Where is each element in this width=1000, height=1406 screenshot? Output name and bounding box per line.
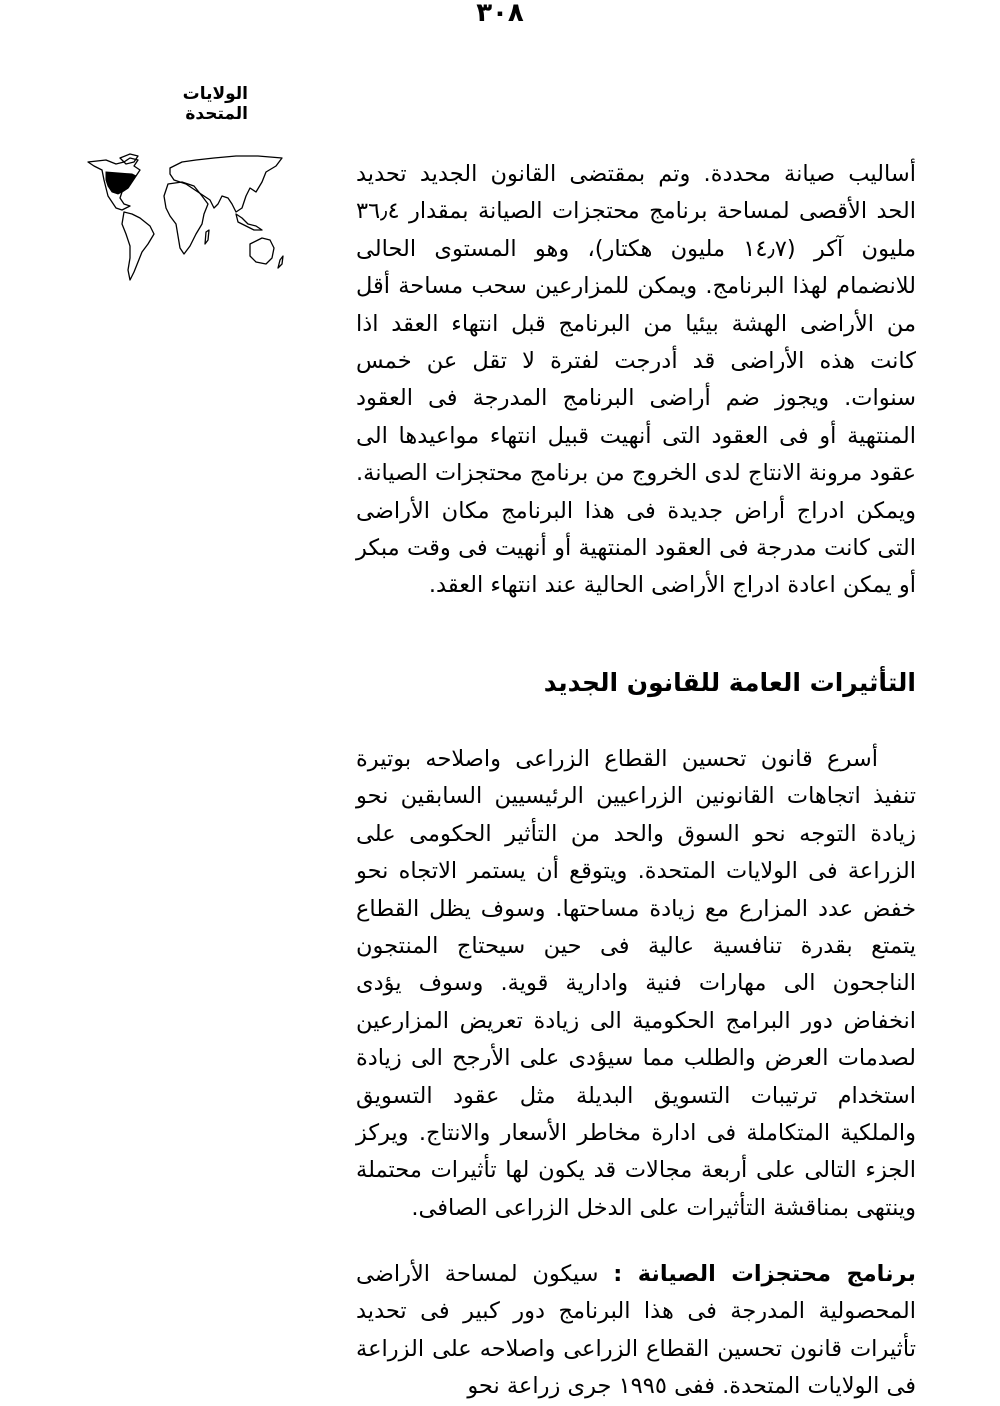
usa-highlight xyxy=(106,172,136,194)
paragraph-3-text: سيكون لمساحة الأراضى المحصولية المدرجة فى هذا البرنامج دور كبير فى تحديد تأثيرات قانون تحسين القطاع الزراعى واصلاحه على الزراعة فى الولايات المتحدة. ففى ١٩٩٥ جرى زراعة نحو xyxy=(356,1261,916,1400)
paragraph-1-text: أساليب صيانة محددة. وتم بمقتضى القانون الجديد تحديد الحد الأقصى لمساحة برنامج محتجزات الصيانة بمقدار ٣٦٫٤ مليون آكر (١٤٫٧ مليون هكتار)، وهو المستوى الحالى للانضمام لهذا البرنامج. ويمكن للمزارعين سحب مساحة أقل من الأراضى الهشة بيئيا من البرنامج قبل انتهاء العقد اذا كانت هذه الأراضى قد أدرجت لفترة لا تقل عن خمس سنوات. ويجوز ضم أراضى البرنامج المدرجة فى العقود المنتهية أو فى العقود التى أنهيت قبيل انتهاء مواعيدها الى عقود مرونة الانتاج لدى الخروج من برنامج محتجزات الصيانة. ويمكن ادراج أراض جديدة فى هذا البرنامج مكان الأراضى التى كانت مدرجة فى العقود المنتهية أو أنهيت فى وقت مبكر أو يمكن اعادة ادراج الأراضى الحالية عند انتهاء العقد. xyxy=(356,161,916,599)
australia-outline xyxy=(250,238,274,264)
paragraph-3-runin-heading: برنامج محتجزات الصيانة : xyxy=(613,1261,916,1287)
indonesia-outline xyxy=(236,214,262,230)
new-zealand-outline xyxy=(278,256,283,268)
madagascar-outline xyxy=(205,230,209,244)
paragraph-2 xyxy=(356,741,916,1227)
world-map-icon xyxy=(86,152,290,282)
paragraph-2-text: أسرع قانون تحسين القطاع الزراعى واصلاحه بوتيرة تنفيذ اتجاهات القانونين الزراعيين الرئيسيين السابقين نحو زيادة التوجه نحو السوق والحد من التأثير الحكومى على الزراعة فى الولايات المتحدة. ويتوقع أن يستمر الاتجاه نحو خفض عدد المزارع مع زيادة مساحتها. وسوف يظل القطاع يتمتع بقدرة تنافسية عالية فى حين سيحتاج المنتجون الناجحون الى مهارات فنية وادارية قوية. وسوف يؤدى انخفاض دور البرامج الحكومية الى زيادة تعريض المزارعين لصدمات العرض والطلب مما سيؤدى على الأرجح الى زيادة استخدام ترتيبات التسويق البديلة مثل عقود التسويق والملكية المتكاملة فى ادارة مخاطر الأسعار والانتاج. ويركز الجزء التالى على أربعة مجالات قد يكون لها تأثيرات محتملة وينتهى بمناقشة التأثيرات على الدخل الزراعى الصافى. xyxy=(356,746,916,1221)
paragraph-3 xyxy=(356,1256,916,1406)
paragraph-1 xyxy=(356,156,916,605)
page-number: ٣٠٨ xyxy=(476,0,524,28)
paragraph-3-body xyxy=(356,1256,916,1406)
south-america-outline xyxy=(122,212,154,280)
africa-outline xyxy=(164,182,208,254)
section-heading: التأثيرات العامة للقانون الجديد xyxy=(543,668,916,697)
country-label: الولايات المتحدة xyxy=(182,84,248,124)
